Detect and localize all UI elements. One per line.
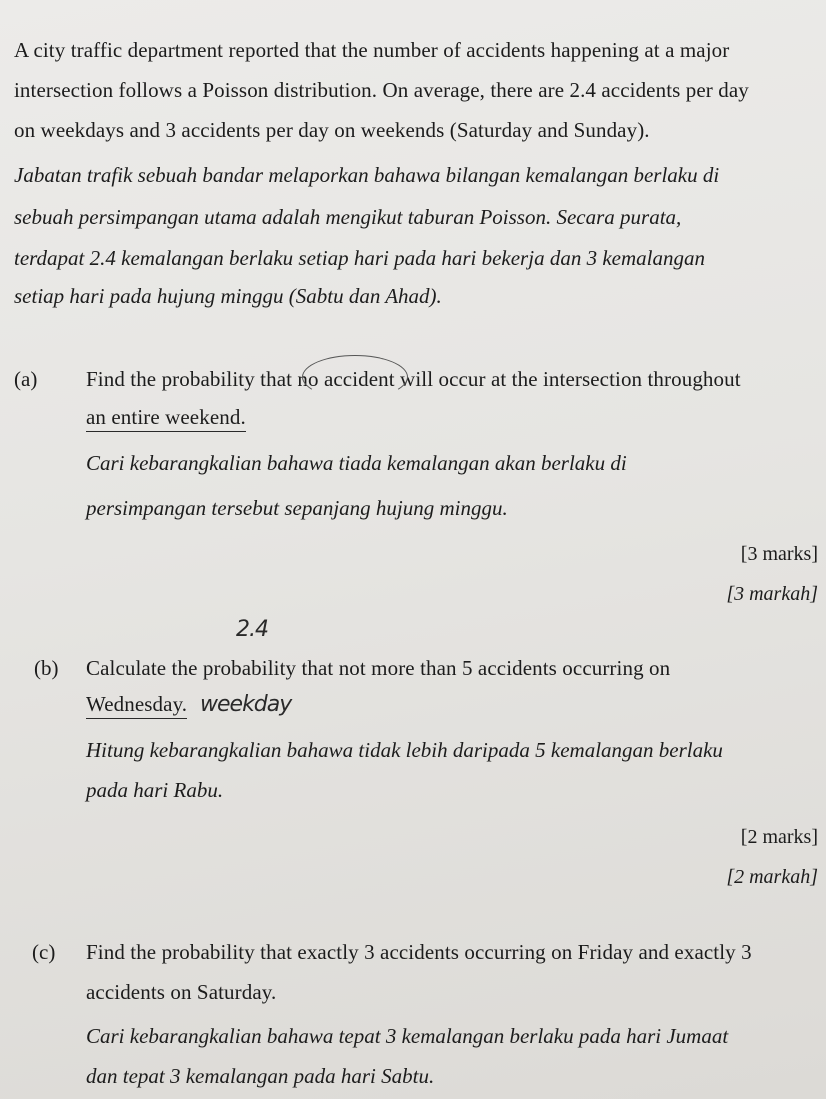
intro-line-2: intersection follows a Poisson distribution. On average, there are 2.4 accidents per day: [14, 78, 749, 102]
part-b-question-line-2: [86, 692, 187, 717]
part-a-question-line-2: [86, 405, 246, 430]
intro-ms-line-1: Jabatan trafik sebuah bandar melaporkan bahawa bilangan kemalangan berlaku di: [14, 163, 720, 187]
part-c-label: (c): [32, 940, 56, 964]
part-c-question-line-1: Find the probability that exactly 3 accidents occurring on Friday and exactly 3: [86, 940, 752, 964]
part-b-underlined-text: Wednesday.: [86, 692, 187, 719]
part-a-ms-line-1: Cari kebarangkalian bahawa tiada kemalangan akan berlaku di: [86, 451, 627, 475]
intro-ms-line-3: terdapat 2.4 kemalangan berlaku setiap hari pada hari bekerja dan 3 kemalangan: [14, 246, 705, 270]
intro-ms-line-4: setiap hari pada hujung minggu (Sabtu dan Ahad).: [14, 284, 442, 308]
part-c-ms-line-1: Cari kebarangkalian bahawa tepat 3 kemalangan berlaku pada hari Jumaat: [86, 1024, 729, 1048]
part-a-ms-line-2: persimpangan tersebut sepanjang hujung minggu.: [86, 496, 508, 520]
part-b-label: (b): [34, 656, 59, 680]
part-c-ms-line-2: dan tepat 3 kemalangan pada hari Sabtu.: [86, 1064, 435, 1088]
part-b-ms-line-2: pada hari Rabu.: [86, 778, 224, 802]
part-a-underlined-text: an entire weekend.: [86, 405, 246, 432]
handwritten-word: weekday: [200, 692, 292, 717]
part-b-question-line-1: Calculate the probability that not more than 5 accidents occurring on: [86, 656, 671, 680]
intro-line-3: on weekdays and 3 accidents per day on weekends (Saturday and Sunday).: [14, 118, 650, 142]
part-a-markah: [3 markah]: [726, 583, 818, 605]
part-c-question-line-2: accidents on Saturday.: [86, 980, 277, 1004]
part-b-marks: [2 marks]: [740, 826, 818, 848]
part-a-marks: [3 marks]: [740, 543, 818, 565]
intro-ms-line-2: sebuah persimpangan utama adalah mengikut taburan Poisson. Secara purata,: [14, 205, 682, 229]
part-b-ms-line-1: Hitung kebarangkalian bahawa tidak lebih daripada 5 kemalangan berlaku: [86, 738, 723, 762]
part-a-question-line-1: Find the probability that no accident will occur at the intersection throughout: [86, 367, 741, 391]
part-a-label: (a): [14, 367, 38, 391]
intro-line-1: A city traffic department reported that the number of accidents happening at a major: [14, 38, 730, 62]
part-b-markah: [2 markah]: [726, 866, 818, 888]
handwritten-note: 2.4: [236, 617, 268, 642]
pen-circle-mark: [302, 355, 408, 399]
